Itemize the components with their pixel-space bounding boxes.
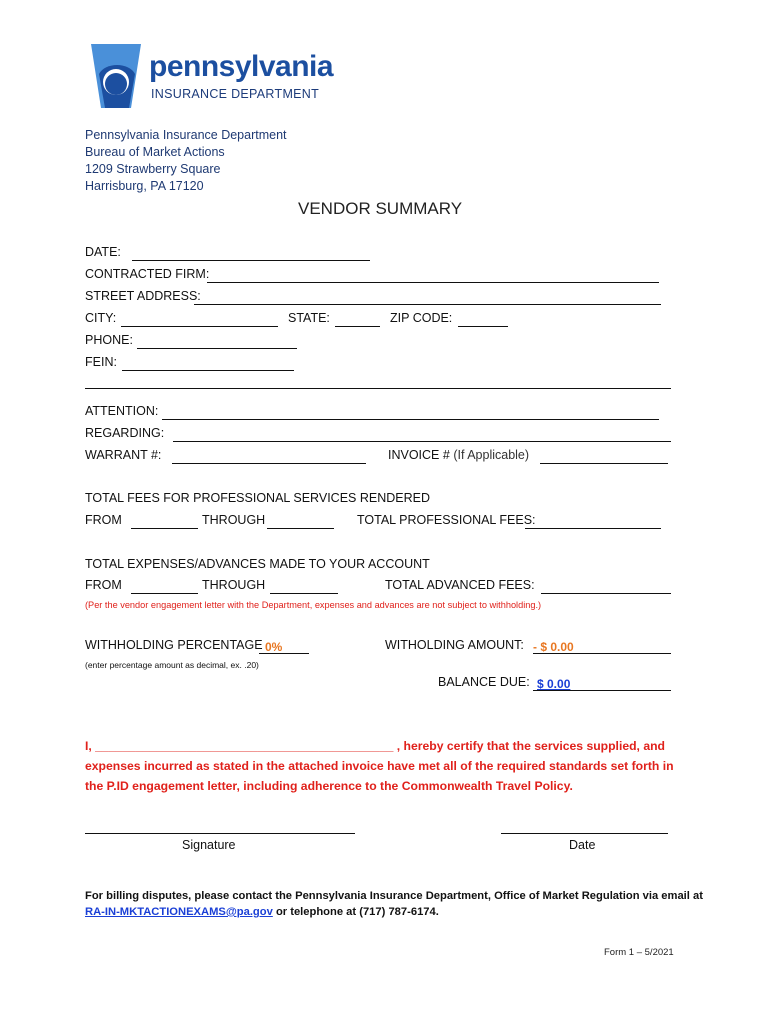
fees-through-label: THROUGH xyxy=(202,513,266,527)
fees-heading: TOTAL FEES FOR PROFESSIONAL SERVICES RENDERED xyxy=(85,491,430,505)
date-field[interactable] xyxy=(132,246,370,261)
contracted-firm-label: CONTRACTED FIRM: xyxy=(85,267,210,281)
invoice-label xyxy=(388,448,529,462)
city-field[interactable] xyxy=(121,312,278,327)
professional-fees-field[interactable] xyxy=(525,514,661,529)
warrant-label: WARRANT #: xyxy=(85,448,162,462)
regarding-field[interactable] xyxy=(173,427,671,442)
expenses-through-label: THROUGH xyxy=(202,578,266,592)
signature-field[interactable] xyxy=(85,833,355,834)
invoice-label-text: INVOICE # xyxy=(388,448,450,462)
withholding-percentage-value: 0% xyxy=(265,640,283,654)
fein-field[interactable] xyxy=(122,356,294,371)
page-title: VENDOR SUMMARY xyxy=(298,199,463,218)
billing-disputes-text: For billing disputes, please contact the Pennsylvania Insurance Department, Office of Market Regulation via email at xyxy=(85,890,703,902)
withholding-percentage-note: (enter percentage amount as decimal, ex. .20) xyxy=(85,660,259,670)
attention-label: ATTENTION: xyxy=(85,404,159,418)
warrant-field[interactable] xyxy=(172,449,366,464)
signature-date-field[interactable] xyxy=(501,833,668,834)
pennsylvania-logo xyxy=(85,42,335,112)
expenses-through-field[interactable] xyxy=(270,579,338,594)
section-divider xyxy=(85,388,671,389)
expenses-withholding-note: (Per the vendor engagement letter with the Department, expenses and advances are not subject to withholding.) xyxy=(85,600,542,610)
address-line-1: Pennsylvania Insurance Department xyxy=(85,128,287,142)
certification-line-3: the P.ID engagement letter, including adherence to the Commonwealth Travel Policy. xyxy=(85,779,573,793)
logo-wordmark: pennsylvania xyxy=(149,50,334,83)
certification-line-2: expenses incurred as stated in the attached invoice have met all of the required standards set forth in xyxy=(85,759,674,773)
state-label: STATE: xyxy=(288,311,330,325)
street-address-label: STREET ADDRESS: xyxy=(85,289,201,303)
withholding-amount-field[interactable] xyxy=(533,638,671,654)
fees-from-label: FROM xyxy=(85,513,122,527)
fein-label: FEIN: xyxy=(85,355,117,369)
signature-label: Signature xyxy=(182,838,236,852)
date-label: DATE: xyxy=(85,245,121,259)
balance-due-label: BALANCE DUE: xyxy=(438,675,530,689)
address-line-2: Bureau of Market Actions xyxy=(85,145,225,159)
invoice-field[interactable] xyxy=(540,449,668,464)
expenses-heading: TOTAL EXPENSES/ADVANCES MADE TO YOUR ACCOUNT xyxy=(85,557,430,571)
signature-date-label: Date xyxy=(569,838,596,852)
advanced-fees-label: TOTAL ADVANCED FEES: xyxy=(385,578,535,592)
fees-through-field[interactable] xyxy=(267,514,334,529)
phone-field[interactable] xyxy=(137,334,297,349)
keystone-icon xyxy=(85,42,147,110)
zip-label: ZIP CODE: xyxy=(390,311,453,325)
street-address-field[interactable] xyxy=(194,290,661,305)
balance-due-value: $ 0.00 xyxy=(537,677,571,691)
withholding-percentage-label: WITHHOLDING PERCENTAGE xyxy=(85,638,263,652)
address-line-3: 1209 Strawberry Square xyxy=(85,162,221,176)
billing-contact-line xyxy=(85,906,439,918)
billing-phone-text: or telephone at (717) 787-6174. xyxy=(275,906,439,918)
form-number: Form 1 – 5/2021 xyxy=(604,947,674,958)
professional-fees-label: TOTAL PROFESSIONAL FEES: xyxy=(357,513,536,527)
city-label: CITY: xyxy=(85,311,117,325)
phone-label: PHONE: xyxy=(85,333,133,347)
expenses-from-label: FROM xyxy=(85,578,122,592)
state-field[interactable] xyxy=(335,312,380,327)
attention-field[interactable] xyxy=(162,405,659,420)
withholding-amount-value: - $ 0.00 xyxy=(533,640,574,654)
withholding-amount-label: WITHOLDING AMOUNT: xyxy=(385,638,524,652)
certification-line-1: I, ____________________________________________ , hereby certify that the services supplied, and xyxy=(85,739,665,753)
invoice-note: (If Applicable) xyxy=(453,448,530,462)
advanced-fees-field[interactable] xyxy=(541,579,671,594)
logo-subtitle: INSURANCE DEPARTMENT xyxy=(151,87,320,101)
balance-due-field[interactable] xyxy=(533,675,671,691)
regarding-label: REGARDING: xyxy=(85,426,165,440)
expenses-from-field[interactable] xyxy=(131,579,198,594)
contracted-firm-field[interactable] xyxy=(207,268,659,283)
withholding-percentage-field[interactable] xyxy=(259,638,309,654)
fees-from-field[interactable] xyxy=(131,514,198,529)
billing-email-link[interactable]: RA-IN-MKTACTIONEXAMS@pa.gov xyxy=(85,906,273,918)
zip-field[interactable] xyxy=(458,312,508,327)
address-line-4: Harrisburg, PA 17120 xyxy=(85,179,204,193)
